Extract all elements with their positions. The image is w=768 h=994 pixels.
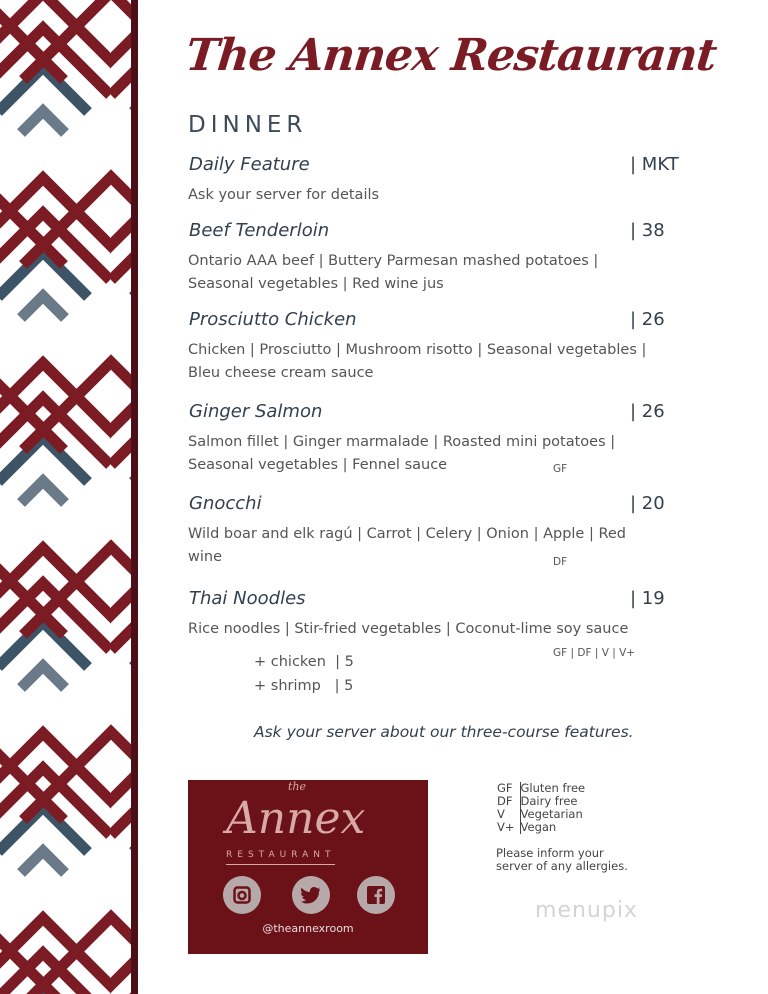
allergy-line: server of any allergies.: [496, 859, 628, 873]
menu-item-description: Salmon fillet | Ginger marmalade | Roasted mini potatoes |: [188, 434, 616, 450]
logo-the: the: [288, 780, 307, 793]
menu-item-description: Chicken | Prosciutto | Mushroom risotto | Seasonal vegetables |: [188, 342, 647, 358]
menu-item-description: Ontario AAA beef | Buttery Parmesan mashed potatoes |: [188, 253, 599, 269]
extra-chicken: + chicken | 5: [254, 654, 354, 670]
watermark: menupix: [535, 898, 638, 923]
menu-item-price: | 26: [630, 401, 665, 422]
menu-item-name: Gnocchi: [189, 493, 262, 514]
restaurant-title: The Annex Restaurant: [183, 30, 719, 81]
allergy-note: [496, 847, 628, 873]
menu-item-description: Wild boar and elk ragú | Carrot | Celery | Onion | Apple | Red: [188, 526, 626, 542]
facebook-icon[interactable]: [357, 876, 395, 914]
restaurant-logo-card: [188, 780, 428, 954]
menu-item-name: Beef Tenderloin: [189, 220, 330, 241]
legend-label: Dairy free: [520, 794, 578, 808]
menu-item-description: wine: [188, 549, 222, 565]
menu-item-description: Seasonal vegetables | Fennel sauce: [188, 457, 448, 473]
dietary-tags: DF: [553, 556, 568, 568]
instagram-icon[interactable]: [223, 876, 261, 914]
three-course-note: Ask your server about our three-course features.: [254, 723, 634, 741]
dietary-tags: GF | DF | V | V+: [553, 647, 636, 659]
legend-key: GF: [497, 782, 521, 795]
social-handle[interactable]: @theannexroom: [262, 922, 354, 935]
dietary-legend: [497, 782, 589, 834]
menu-item-price: | 26: [630, 309, 665, 330]
section-title: DINNER: [188, 112, 308, 138]
twitter-icon[interactable]: [292, 876, 330, 914]
legend-label: Vegan: [520, 820, 557, 834]
legend-label: Gluten free: [520, 781, 586, 795]
logo-annex: Annex: [226, 793, 366, 844]
decorative-chevron-pattern: [0, 0, 132, 994]
menu-item-name: Prosciutto Chicken: [189, 309, 357, 330]
menu-item-description: Rice noodles | Stir-fried vegetables | Coconut-lime soy sauce: [188, 621, 629, 637]
menu-item-description: Bleu cheese cream sauce: [188, 365, 374, 381]
menu-item-name: Thai Noodles: [189, 588, 306, 609]
legend-key: V: [497, 808, 521, 821]
side-border: [131, 0, 138, 994]
menu-item-description: Ask your server for details: [188, 187, 380, 203]
menu-item-price: | MKT: [630, 154, 679, 175]
menu-item-price: | 20: [630, 493, 665, 514]
legend-key: DF: [497, 795, 521, 808]
legend-key: V+: [497, 821, 521, 834]
menu-item-name: Daily Feature: [189, 154, 310, 175]
menu-item-name: Ginger Salmon: [189, 401, 323, 422]
extra-shrimp: + shrimp | 5: [254, 678, 354, 694]
menu-item-price: | 38: [630, 220, 665, 241]
legend-label: Vegetarian: [520, 807, 583, 821]
menu-item-price: | 19: [630, 588, 665, 609]
allergy-line: Please inform your: [496, 846, 604, 860]
legend-row: [497, 821, 589, 834]
logo-restaurant: RESTAURANT: [226, 850, 335, 865]
menu-item-description: Seasonal vegetables | Red wine jus: [188, 276, 444, 292]
dietary-tags: GF: [553, 463, 568, 475]
